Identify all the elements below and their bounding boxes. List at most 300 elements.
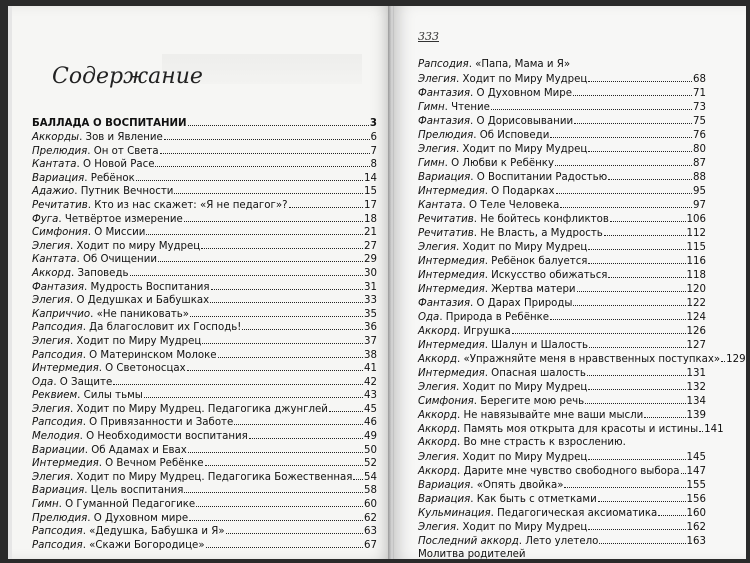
toc-entry-page: 115 [686, 242, 706, 253]
toc-entry-page: 18 [364, 213, 377, 225]
toc-entry-genre: Аккорды [32, 132, 80, 143]
toc-entry-title: . О Духовном Мире [470, 88, 572, 99]
toc-entry-title: . Опасная шалость [484, 368, 586, 379]
toc-entry-genre: Кантата [32, 159, 77, 171]
toc-entry [418, 226, 706, 240]
toc-entry [418, 296, 706, 310]
toc-entry-page: 35 [364, 308, 377, 320]
toc-entry-genre: Симфония [418, 396, 474, 407]
toc-entry [418, 520, 706, 534]
toc-entry-leader [130, 266, 364, 276]
toc-entry-genre: Элегия [32, 335, 70, 347]
toc-entry-genre: Рапсодия [32, 322, 83, 334]
toc-entry-title: . Ребёнок [84, 172, 135, 184]
toc-entry-leader [329, 402, 363, 412]
toc-entry-leader [226, 524, 363, 534]
toc-entry-leader [610, 212, 686, 222]
toc-entry [32, 198, 377, 212]
toc-entry-title: . О Необходимости воспитания [79, 431, 248, 443]
toc-entry-leader [555, 156, 692, 166]
toc-entry-leader [560, 198, 692, 208]
toc-entry-leader [573, 296, 685, 306]
toc-entry-page: 29 [364, 254, 377, 266]
toc-entry-genre: Интермедия [418, 284, 485, 295]
toc-entry-page: 127 [686, 340, 706, 351]
toc-entry-genre: Рапсодия [32, 349, 83, 361]
toc-entry-title: . О Привязанности и Заботе [82, 417, 234, 429]
toc-entry-page: 163 [686, 536, 706, 547]
toc-entry-title: . Силы тьмы [77, 390, 143, 402]
toc-entry-leader [201, 239, 363, 249]
toc-entry-leader [202, 334, 363, 344]
toc-entry [418, 142, 706, 156]
toc-entry [32, 334, 377, 348]
toc-entry-page: 95 [693, 186, 706, 197]
toc-entry-genre: Рапсодия [32, 417, 83, 429]
toc-entry-page: 129 [726, 354, 746, 365]
toc-entry-leader [158, 252, 363, 262]
toc-entry-genre: Вариация [418, 172, 471, 183]
toc-entry-title: . «Упражняйте меня в нравственных поступках» [457, 354, 721, 365]
toc-entry-genre: Фантазия [32, 281, 85, 293]
toc-entry-genre: Гимн [418, 158, 445, 169]
toc-entry [32, 293, 377, 307]
toc-entry-title: Молитва родителей [418, 549, 526, 560]
toc-entry [418, 436, 706, 450]
toc-entry [418, 128, 706, 142]
toc-entry-leader [188, 443, 363, 453]
toc-entry-leader [608, 170, 692, 180]
toc-entry-leader [353, 470, 363, 480]
toc-entry [32, 348, 377, 362]
open-book [8, 6, 746, 559]
toc-entry-title: . О Любви к Ребёнку [444, 158, 554, 169]
toc-entry-title: . О Дедушках и Бабушках [70, 295, 210, 307]
toc-entry-title: . Во мне страсть к взрослению. [457, 437, 626, 448]
toc-entry-genre: Мелодия [32, 431, 80, 443]
toc-entry-title: . Об Исповеди [473, 130, 550, 141]
toc-entry-page: 15 [364, 186, 377, 198]
toc-entry-leader [491, 100, 692, 110]
toc-entry-page: 120 [686, 284, 706, 295]
toc-entry-title: . О Материнском Молоке [82, 349, 217, 361]
toc-entry-leader [658, 506, 685, 516]
toc-entry-page: 75 [693, 116, 706, 127]
toc-entry-leader [196, 497, 363, 507]
toc-entry-title: . О Подарках [484, 186, 555, 197]
left-page [12, 6, 392, 559]
toc-entry-page: 118 [686, 270, 706, 281]
toc-entry-title: . Ходит по Миру Мудрец. Педагогика Божественная [70, 471, 353, 483]
toc-entry-leader [571, 58, 705, 67]
toc-entry-leader [136, 171, 363, 181]
page-number: 333 [418, 30, 439, 43]
toc-entry-genre: Аккорд [418, 410, 458, 421]
toc-entry [418, 212, 706, 226]
toc-entry-title: . Он от Света [87, 145, 159, 157]
toc-entry-leader [550, 310, 685, 320]
toc-entry-page: 63 [364, 526, 377, 538]
toc-entry-title: . О Дарах Природы [470, 298, 573, 309]
toc-entry-page: 42 [364, 376, 377, 388]
toc-entry-page: 156 [686, 494, 706, 505]
toc-entry-genre: Речитатив [418, 228, 474, 239]
toc-entry-leader [146, 225, 363, 235]
toc-entry-leader [644, 408, 685, 418]
toc-entry-page: 139 [686, 410, 706, 421]
toc-entry [418, 198, 706, 212]
toc-entry [418, 324, 706, 338]
toc-entry-genre: Рапсодия [32, 539, 83, 551]
toc-entry [32, 144, 377, 158]
section-heading [32, 116, 377, 129]
toc-entry-genre: Рапсодия [418, 59, 469, 70]
toc-entry-title: . Ходит по Миру Мудрец [456, 144, 588, 155]
toc-entry-title: . Ходит по миру Мудрец [70, 240, 201, 252]
toc-entry-genre: Прелюдия [32, 145, 88, 157]
toc-entry-leader [699, 422, 703, 432]
toc-entry-title: . Жертва матери [484, 284, 576, 295]
toc-entry-leader [556, 184, 693, 194]
toc-entry-page: 14 [364, 172, 377, 184]
toc-entry [418, 408, 706, 422]
toc-entry-page: 67 [364, 539, 377, 551]
toc-entry-title: . Ходит по Миру Мудрец [456, 452, 588, 463]
toc-entry-page: 160 [686, 508, 706, 519]
toc-entry-genre: Фантазия [418, 298, 471, 309]
toc-entry-page: 76 [693, 130, 706, 141]
toc-entry-leader [234, 415, 363, 425]
toc-entry-genre: Последний аккорд [418, 536, 519, 547]
toc-entry-genre: Аккорд [418, 466, 458, 477]
toc-entry [418, 394, 706, 408]
toc-entry-page: 8 [370, 159, 377, 171]
toc-entry-leader [113, 375, 363, 385]
toc-entry-page: 38 [364, 349, 377, 361]
toc-entry [418, 72, 706, 86]
toc-entry-page: 116 [686, 256, 706, 267]
toc-entry-title: . «Скажи Богородице» [82, 539, 205, 551]
toc-entry-genre: Симфония [32, 227, 88, 239]
toc-entry-leader [588, 142, 692, 152]
toc-entry-title: . Память моя открыта для красоты и истины [457, 424, 699, 435]
toc-entry-page: 43 [364, 390, 377, 402]
toc-entry-leader [144, 388, 363, 398]
toc-entry [418, 422, 724, 436]
toc-entry [418, 492, 706, 506]
toc-entry-page: 33 [364, 295, 377, 307]
toc-entry-leader [577, 282, 686, 292]
toc-entry-title: . О Дорисовывании [470, 116, 574, 127]
toc-entry-page: 60 [364, 499, 377, 511]
toc-entry-title: . О Защите [53, 376, 113, 388]
toc-entry-leader [587, 366, 686, 376]
toc-entry-genre: Кантата [418, 200, 463, 211]
toc-entry-title: . Игрушка [457, 326, 511, 337]
toc-entry-page: 50 [364, 444, 377, 456]
toc-entry-page: 54 [364, 471, 377, 483]
toc-entry-leader [527, 548, 705, 557]
toc-entry-genre: Речитатив [32, 199, 88, 211]
toc-entry [418, 506, 706, 520]
toc-entry-title: . Берегите мою речь [473, 396, 585, 407]
toc-entry [418, 478, 706, 492]
toc-entry-genre: Элегия [32, 471, 70, 483]
toc-entry [32, 524, 377, 538]
toc-entry-genre: Элегия [418, 452, 456, 463]
toc-entry-page: 49 [364, 431, 377, 443]
toc-entry-leader [588, 72, 692, 82]
toc-entry [418, 100, 706, 114]
toc-entry-page: 7 [370, 145, 377, 157]
toc-entry-leader [574, 114, 692, 124]
toc-entry-genre: Элегия [418, 382, 456, 393]
toc-entry-leader [608, 268, 685, 278]
toc-entry [418, 170, 706, 184]
toc-entry-genre: Элегия [32, 403, 70, 415]
toc-entry-title: . Чтение [444, 102, 490, 113]
toc-entry [32, 320, 377, 334]
toc-entry-title: . Заповедь [71, 267, 129, 279]
toc-entry-genre: Аккорд [32, 267, 72, 279]
toc-entry-leader [289, 198, 364, 208]
toc-entry [32, 402, 377, 416]
toc-entry [32, 157, 377, 171]
toc-entry-genre: Речитатив [418, 214, 474, 225]
toc-entry-leader [187, 361, 363, 371]
toc-entry-genre: Элегия [418, 242, 456, 253]
toc-entry [418, 380, 706, 394]
toc-entry-page: 71 [693, 88, 706, 99]
toc-entry-genre: Каприччио [32, 308, 91, 320]
toc-entry-leader [160, 144, 370, 154]
toc-entry-genre: Аккорд [418, 326, 458, 337]
toc-entry-leader [604, 226, 686, 236]
toc-entry-title: . Мудрость Воспитания [84, 281, 210, 293]
section-heading-page: 3 [369, 118, 377, 129]
toc-entry-leader [721, 352, 725, 362]
toc-entry-genre: Интермедия [418, 256, 485, 267]
toc-entry-page: 45 [364, 403, 377, 415]
toc-entry-leader [598, 492, 686, 502]
toc-entry [418, 114, 706, 128]
toc-entry-title: . О Теле Человека [462, 200, 560, 211]
toc-entry-title: . Четвёртое измерение [58, 213, 183, 225]
toc-entry-page: 58 [364, 485, 377, 497]
toc-entry-leader [512, 324, 686, 334]
toc-entry-genre: Аккорд [418, 424, 458, 435]
toc-entry-page: 46 [364, 417, 377, 429]
toc-entry-genre: Аккорд [418, 437, 458, 448]
toc-entry [418, 282, 706, 296]
toc-entry-page: 112 [686, 228, 706, 239]
toc-entry-page: 147 [686, 466, 706, 477]
toc-entry-leader [627, 436, 705, 445]
toc-entry [418, 86, 706, 100]
toc-entry-title: . Ходит по Миру Мудрец [70, 335, 202, 347]
toc-entry [32, 443, 377, 457]
toc-entry-page: 106 [686, 214, 706, 225]
toc-entry-genre: Фантазия [418, 116, 471, 127]
toc-entry-title: . Педагогическая аксиоматика [490, 508, 658, 519]
toc-entry-title: . О Гуманной Педагогике [58, 499, 196, 511]
toc-entry [32, 266, 377, 280]
toc-entry-genre: Элегия [418, 522, 456, 533]
page-title: Содержание [52, 64, 203, 89]
toc-entry-page: 37 [364, 335, 377, 347]
toc-entry-page: 30 [364, 267, 377, 279]
toc-entry-title: . Природа в Ребёнке [439, 312, 550, 323]
toc-entry-title: . Кто из нас скажет: «Я не педагог»? [87, 199, 288, 211]
toc-entry [418, 548, 706, 562]
toc-entry-page: 124 [686, 312, 706, 323]
toc-entry [418, 310, 706, 324]
toc-entry-title: . Ходит по Миру Мудрец [456, 74, 588, 85]
toc-entry-title: . «Дедушка, Бабушка и Я» [82, 526, 225, 538]
toc-entry-leader [218, 348, 364, 358]
toc-entry-genre: Кантата [32, 254, 77, 266]
toc-entry-genre: Вариации [32, 444, 85, 456]
toc-entry-page: 52 [364, 458, 377, 470]
toc-entry-genre: Ода [418, 312, 440, 323]
toc-entry-page: 21 [364, 227, 377, 239]
toc-entry-title: . «Опять двойка» [470, 480, 564, 491]
toc-entry-leader [210, 293, 363, 303]
toc-entry [32, 280, 377, 294]
section-heading-text: БАЛЛАДА О ВОСПИТАНИИ [32, 118, 187, 129]
toc-entry [418, 58, 706, 72]
toc-entry-leader [681, 464, 686, 474]
toc-entry [32, 307, 377, 321]
toc-entry-genre: Элегия [32, 240, 70, 252]
toc-entry-page: 62 [364, 512, 377, 524]
toc-entry-leader [242, 320, 363, 330]
toc-entry-page: 73 [693, 102, 706, 113]
toc-entry-title: . Ходит по Миру Мудрец [456, 242, 588, 253]
toc-entry-page: 36 [364, 322, 377, 334]
toc-entry-leader [184, 483, 363, 493]
toc-entry [418, 450, 706, 464]
toc-entry-title: . О Миссии [87, 227, 146, 239]
toc-entry-page: 88 [693, 172, 706, 183]
toc-entry-title: . «Не паниковать» [90, 308, 189, 320]
toc-entry-genre: Кульминация [418, 508, 491, 519]
toc-entry-leader [550, 128, 692, 138]
toc-entry-genre: Реквием [32, 390, 78, 402]
toc-entry [418, 464, 706, 478]
toc-entry-page: 122 [686, 298, 706, 309]
toc-entry-leader [599, 534, 685, 544]
toc-entry-leader [573, 86, 692, 96]
toc-entry-title: . Не бойтесь конфликтов [473, 214, 609, 225]
toc-entry-leader [189, 511, 363, 521]
toc-entry-genre: Аккорд [418, 354, 458, 365]
toc-entry-genre: Элегия [32, 295, 70, 307]
toc-entry-title: . Как быть с отметками [470, 494, 597, 505]
toc-entry-leader [174, 184, 363, 194]
toc-entry-page: 141 [704, 424, 724, 435]
toc-entry-leader [190, 307, 363, 317]
toc-entry-genre: Вариация [418, 494, 471, 505]
toc-entry-title: . Искусство обижаться [484, 270, 608, 281]
toc-entry [32, 225, 377, 239]
toc-entry-title: . О Светоносцах [98, 363, 186, 375]
toc-entry-genre: Рапсодия [32, 526, 83, 538]
toc-entry-page: 145 [686, 452, 706, 463]
toc-entry [418, 254, 706, 268]
toc-entry [32, 470, 377, 484]
toc-entry-title: . Дарите мне чувство свободного выбора [457, 466, 680, 477]
toc-entry [32, 456, 377, 470]
toc-entry-genre: Интермедия [418, 368, 485, 379]
toc-entry [32, 361, 377, 375]
toc-entry-genre: Вариация [418, 480, 471, 491]
toc-entry-title: . Цель воспитания [84, 485, 184, 497]
toc-entry-title: . Путник Вечности [74, 186, 174, 198]
toc-entry-page: 132 [686, 382, 706, 393]
toc-entry-genre: Фуга [32, 213, 59, 225]
toc-entry-title: . Ходит по Миру Мудрец [456, 382, 588, 393]
toc-entry-genre: Интермедия [32, 458, 99, 470]
toc-entry-page: 155 [686, 480, 706, 491]
toc-entry-genre: Элегия [418, 144, 456, 155]
toc-entry-genre: Вариация [32, 172, 85, 184]
toc-entry-leader [585, 394, 685, 404]
toc-entry [418, 534, 706, 548]
toc-entry [32, 511, 377, 525]
toc-entry-page: 6 [370, 132, 377, 143]
toc-entry-leader [588, 520, 685, 530]
toc-entry-genre: Вариация [32, 485, 85, 497]
toc-entry [32, 388, 377, 402]
toc-entry-title: . Ходит по Миру Мудрец. Педагогика джунглей [70, 403, 328, 415]
toc-entry [32, 239, 377, 253]
toc-entry-leader [564, 478, 685, 488]
toc-entry-genre: Прелюдия [418, 130, 474, 141]
toc-entry [32, 483, 377, 497]
toc-entry-page: 27 [364, 240, 377, 252]
toc-entry-leader [184, 212, 363, 222]
toc-entry [32, 538, 377, 552]
toc-entry-title: . О Духовном мире [87, 512, 189, 524]
toc-entry-genre: Фантазия [418, 88, 471, 99]
toc-entry [32, 497, 377, 511]
toc-list-right [418, 58, 746, 562]
toc-entry-page: 17 [364, 199, 377, 211]
toc-entry-page: 131 [686, 368, 706, 379]
toc-entry [32, 212, 377, 226]
toc-entry-leader [589, 338, 686, 348]
toc-entry-leader [211, 280, 363, 290]
toc-entry [32, 429, 377, 443]
toc-entry [32, 171, 377, 185]
toc-entry-leader [205, 456, 363, 466]
toc-entry [418, 366, 706, 380]
toc-entry-genre: Интермедия [32, 363, 99, 375]
toc-entry [32, 252, 377, 266]
toc-entry-leader [588, 450, 685, 460]
toc-entry [418, 268, 706, 282]
toc-entry [32, 184, 377, 198]
toc-entry [418, 156, 706, 170]
toc-entry-page: 41 [364, 363, 377, 375]
toc-entry-genre: Интермедия [418, 340, 485, 351]
toc-entry-title: . Ребёнок балуется [484, 256, 588, 267]
toc-entry [418, 240, 706, 254]
toc-entry-page: 31 [364, 281, 377, 293]
toc-entry-title: . О Воспитании Радостью [470, 172, 608, 183]
toc-entry-title: . Об Адамах и Евах [84, 444, 187, 456]
